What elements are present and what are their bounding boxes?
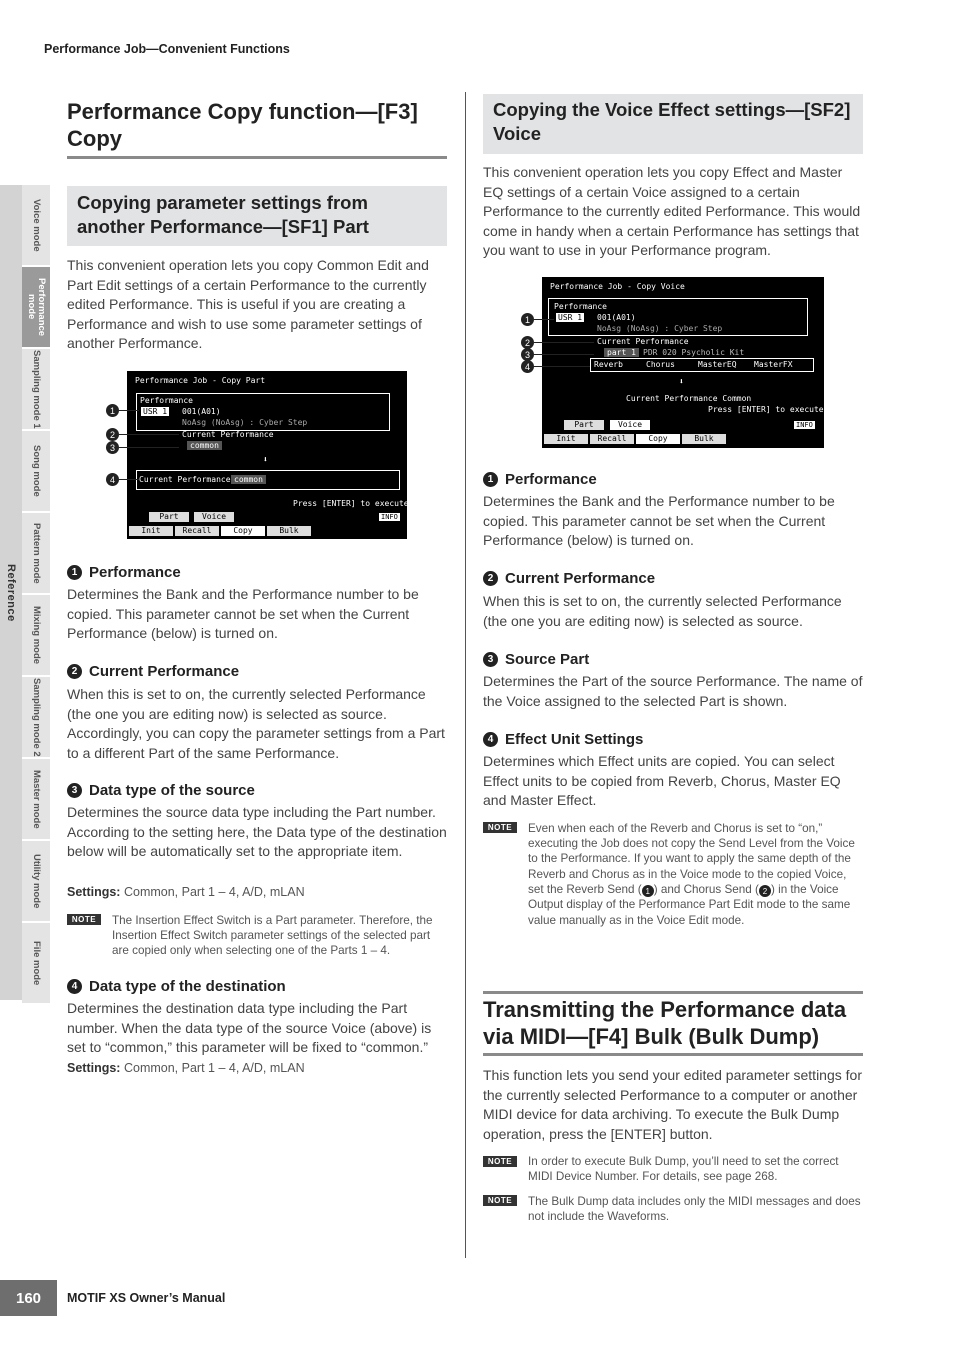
fkey-copy[interactable]: Copy: [636, 434, 680, 444]
tab-voice-mode[interactable]: Voice mode: [22, 185, 50, 267]
bank-field[interactable]: USR 1: [143, 407, 168, 416]
current-performance-checkbox[interactable]: Current Performance: [597, 337, 689, 346]
item-text: When this is set to on, the currently selected Performance (the one you are editing now) is selected as source. Accordingly, you can copy the parameter settings from a Part to a different Part of the same Performance.: [67, 686, 445, 761]
tab-master-mode[interactable]: Master mode: [22, 759, 50, 841]
lcd-screenshot: Performance Job - Copy Part Performance USR 1 001(A01) NoAsg (NoAsg) : Cyber Step Current Performance common ⬇ Current Performance common Press [ENTER] to execute. Part Voice INFO Init Recall Copy Bulk 1 2 3 4: [104, 369, 410, 542]
title-rule: [67, 156, 447, 159]
section-title: Transmitting the Performance data via MIDI—[F4] Bulk (Bulk Dump): [483, 997, 847, 1049]
effect-chorus-checkbox[interactable]: Chorus: [646, 360, 675, 369]
item-heading: 4 Data type of the destination: [67, 978, 286, 995]
callout-4: 4: [106, 473, 119, 486]
info-button[interactable]: INFO: [381, 513, 398, 521]
item-heading: 1 Performance: [67, 564, 181, 581]
settings-line: Settings: Common, Part 1 – 4, A/D, mLAN: [67, 1061, 305, 1075]
tab-voice[interactable]: Voice: [610, 420, 650, 430]
fkey-init[interactable]: Init: [129, 526, 173, 536]
item-heading: 2 Current Performance: [67, 663, 239, 680]
section-tabs: [22, 185, 50, 1005]
item-heading: 2 Current Performance: [483, 570, 655, 587]
effect-reverb-checkbox[interactable]: Reverb: [594, 360, 623, 369]
screen-title: Performance Job - Copy Voice: [550, 282, 685, 291]
callout-4: 4: [521, 360, 534, 373]
callout-3: 3: [521, 348, 534, 361]
fkey-bulk[interactable]: Bulk: [682, 434, 726, 444]
fkey-copy[interactable]: Copy: [221, 526, 265, 536]
screen-title: Performance Job - Copy Part: [135, 376, 266, 385]
tab-utility-mode[interactable]: Utility mode: [22, 841, 50, 923]
item-text: Determines the Bank and the Performance number to be copied. This parameter cannot be set when the Current Performance (below) is turned on.: [67, 586, 419, 641]
number-field[interactable]: 001(A01): [597, 313, 636, 322]
item-heading: 3 Data type of the source: [67, 782, 255, 799]
page-title: Performance Copy function—[F3] Copy: [67, 99, 418, 151]
tab-performance-mode[interactable]: Performance mode: [22, 267, 50, 349]
effect-mastereq-checkbox[interactable]: MasterEQ: [698, 360, 737, 369]
tab-voice[interactable]: Voice: [194, 512, 234, 522]
item-text: Determines the Part of the source Performance. The name of the Voice assigned to the selected Part is shown.: [483, 673, 863, 709]
callout-2: 2: [106, 428, 119, 441]
bank-field[interactable]: USR 1: [558, 313, 583, 322]
tab-part[interactable]: Part: [149, 512, 189, 522]
fkey-init[interactable]: Init: [544, 434, 588, 444]
part-field[interactable]: part 1: [604, 348, 639, 357]
item-text: Determines the destination data type including the Part number. When the data type of the source Voice (above) is set to “common,” this parameter will be fixed to “common.”: [67, 1000, 432, 1055]
item-text: When this is set to on, the currently selected Performance (the one you are editing now) is selected as source.: [483, 593, 842, 629]
column-divider: [465, 92, 466, 1258]
tab-sampling-mode-2[interactable]: Sampling mode 2: [22, 677, 50, 759]
note-icon: NOTE: [483, 1195, 517, 1206]
sidebar-label: Reference: [5, 563, 17, 622]
callout-1: 1: [521, 313, 534, 326]
current-performance-checkbox[interactable]: Current Performance: [182, 430, 274, 439]
item-heading: 4 Effect Unit Settings: [483, 731, 643, 748]
title-rule: [483, 1053, 863, 1056]
fkey-recall[interactable]: Recall: [175, 526, 219, 536]
fkey-recall[interactable]: Recall: [590, 434, 634, 444]
settings-line: Settings: Common, Part 1 – 4, A/D, mLAN: [67, 885, 305, 899]
callout-1: 1: [106, 404, 119, 417]
item-heading: 1 Performance: [483, 471, 597, 488]
info-button[interactable]: INFO: [796, 421, 813, 429]
source-type-field[interactable]: common: [187, 441, 222, 450]
tab-file-mode[interactable]: File mode: [22, 923, 50, 1005]
tab-pattern-mode[interactable]: Pattern mode: [22, 513, 50, 595]
note-icon: NOTE: [483, 822, 517, 833]
note-text: The Insertion Effect Switch is a Part parameter. Therefore, the Insertion Effect Switch parameter settings of the selected part are copied only when selecting one of the Parts 1 – 4.: [112, 914, 433, 958]
callout-2: 2: [521, 336, 534, 349]
effect-masterfx-checkbox[interactable]: MasterFX: [754, 360, 793, 369]
tab-part[interactable]: Part: [564, 420, 604, 430]
item-text: Determines the source data type including the Part number. According to the setting here, the Data type of the destination below will be automatically set to the appropriate item.: [67, 804, 447, 859]
section-heading: Copying parameter settings from another Performance—[SF1] Part: [77, 192, 369, 237]
tab-mixing-mode[interactable]: Mixing mode: [22, 595, 50, 677]
manual-title: MOTIF XS Owner’s Manual: [67, 1291, 226, 1305]
note-icon: NOTE: [483, 1156, 517, 1167]
tab-song-mode[interactable]: Song mode: [22, 431, 50, 513]
fkey-bulk[interactable]: Bulk: [267, 526, 311, 536]
note-icon: NOTE: [67, 914, 101, 925]
lcd-screenshot: Performance Job - Copy Voice Performance USR 1 001(A01) NoAsg (NoAsg) : Cyber Step Current Performance part 1 PDR 020 Psycholic Kit Reverb Chorus MasterEQ MasterFX ⬇ Current Performance Common Press [ENTER] to execute. Part Voice INFO Init Recall Copy Bulk 1 2 3 4: [519, 277, 825, 450]
title-rule: [483, 991, 863, 994]
intro-text: This convenient operation lets you copy Effect and Master EQ settings of a certain Voice assigned to a certain Performance to the currently edited Performance. This would come in handy when a certain Performance has settings that you want to use in your Performance program.: [483, 164, 861, 258]
section-heading: Copying the Voice Effect settings—[SF2] Voice: [493, 99, 851, 144]
intro-text: This convenient operation lets you copy Common Edit and Part Edit settings of a certain Performance to the currently edited Performance. This is useful if you are creating a Performance and wish to use some parameter settings of another Performance.: [67, 257, 429, 351]
callout-3: 3: [106, 441, 119, 454]
page-number: 160: [0, 1280, 57, 1316]
running-header: Performance Job—Convenient Functions: [44, 42, 290, 56]
section-heading-box: [67, 186, 447, 246]
item-heading: 3 Source Part: [483, 651, 589, 668]
tab-sampling-mode-1[interactable]: Sampling mode 1: [22, 349, 50, 431]
item-text: Determines the Bank and the Performance number to be copied. This parameter cannot be set when the Current Performance (below) is turned on.: [483, 493, 835, 548]
item-text: Determines which Effect units are copied. You can select Effect units to be copied from Reverb, Chorus, Master EQ and Master Effect.: [483, 753, 841, 808]
note-text: In order to execute Bulk Dump, you’ll need to set the correct MIDI Device Number. For details, see page 268.: [528, 1155, 839, 1184]
number-field[interactable]: 001(A01): [182, 407, 221, 416]
note-text: The Bulk Dump data includes only the MIDI messages and does not include the Waveforms.: [528, 1195, 861, 1224]
section-heading-box: [483, 94, 863, 154]
dest-type-field[interactable]: common: [231, 475, 266, 484]
note-text: Even when each of the Reverb and Chorus is set to “on,” executing the Job does not copy the Send Level from the Voice to the Performance. If you want to apply the same depth of the Reverb and Chorus as in the Voice mode to the copied Voice, set the Reverb Send ( 1 ) and Chorus Send ( 2 ) in the Voice Output display of the Performance Part Edit mode to the same value manually as in the Voice Edit mode.: [528, 822, 855, 927]
bulk-intro-text: This function lets you send your edited parameter settings for the currently selected Performance to a computer or another MIDI device for data archiving. To execute the Bulk Dump operation, press the [ENTER] button.: [483, 1067, 862, 1142]
